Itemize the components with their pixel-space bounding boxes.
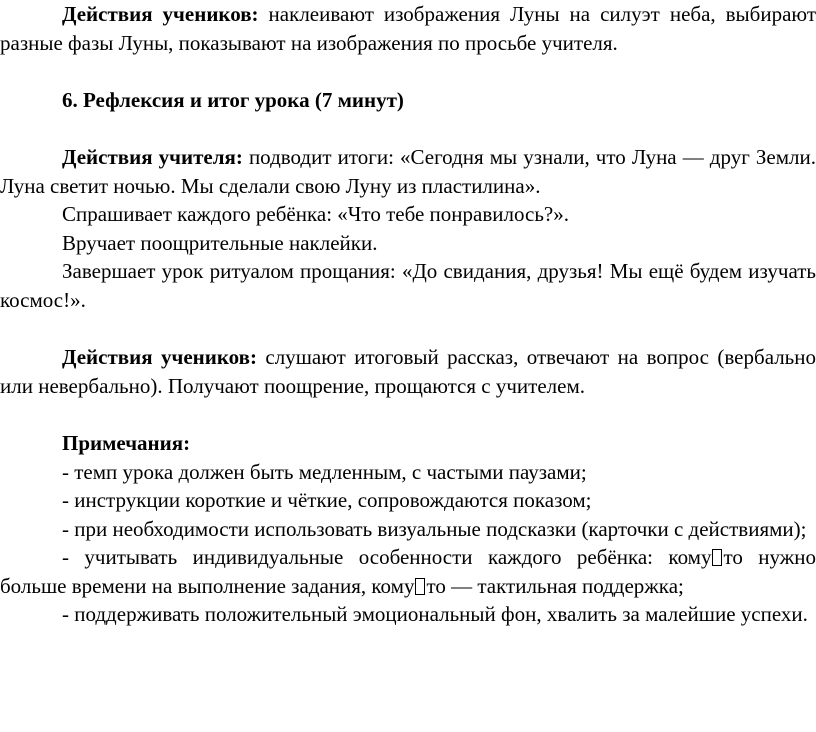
students-actions-label-2: Действия учеников: xyxy=(62,345,257,370)
note-item-text: - учитывать индивидуальные особенности каждого ребёнка: кому xyxy=(62,545,712,570)
missing-glyph-box xyxy=(415,578,425,595)
students-actions-text-2: слушают итоговый рассказ, отвечают на вопрос (вербально или невербально). Получают поощрение, прощаются с учителем. xyxy=(0,345,816,398)
note-item: - поддерживать положительный эмоциональный фон, хвалить за малейшие успехи. xyxy=(62,602,808,627)
teacher-action-line: Вручает поощрительные наклейки. xyxy=(62,230,378,255)
teacher-action-line: Завершает урок ритуалом прощания: «До свидания, друзья! Мы ещё будем изучать космос!». xyxy=(0,259,816,312)
spacer xyxy=(0,400,816,429)
students-actions-paragraph-2 xyxy=(0,343,816,400)
students-actions-text-1: наклеивают изображения Луны на силуэт неба, выбирают разные фазы Луны, показывают на изображения по просьбе учителя. xyxy=(0,2,816,55)
note-item: - инструкции короткие и чёткие, сопровождаются показом; xyxy=(62,488,592,513)
students-actions-label-1: Действия учеников: xyxy=(62,2,259,26)
notes-heading: Примечания: xyxy=(62,430,191,455)
missing-glyph-box xyxy=(712,549,722,566)
spacer xyxy=(0,315,816,344)
spacer xyxy=(0,57,816,86)
note-item-text: то — тактильная поддержка; xyxy=(426,573,684,598)
teacher-actions-label: Действия учителя: xyxy=(62,144,243,169)
students-actions-paragraph-1 xyxy=(0,0,816,57)
section-heading: 6. Рефлексия и итог урока (7 минут) xyxy=(62,87,404,112)
teacher-actions-text: подводит итоги: «Сегодня мы узнали, что Луна — друг Земли. Луна светит ночью. Мы сделали свою Луну из пластилина». xyxy=(0,144,816,198)
spacer xyxy=(0,114,816,143)
note-item: - при необходимости использовать визуальные подсказки (карточки с действиями); xyxy=(62,516,807,541)
teacher-action-line: Спрашивает каждого ребёнка: «Что тебе понравилось?». xyxy=(62,202,569,227)
note-item: - темп урока должен быть медленным, с частыми паузами; xyxy=(62,459,587,484)
note-item-text: то нужно больше времени на выполнение задания, кому xyxy=(0,545,816,598)
teacher-actions-paragraph xyxy=(0,143,816,200)
note-item xyxy=(0,543,816,600)
